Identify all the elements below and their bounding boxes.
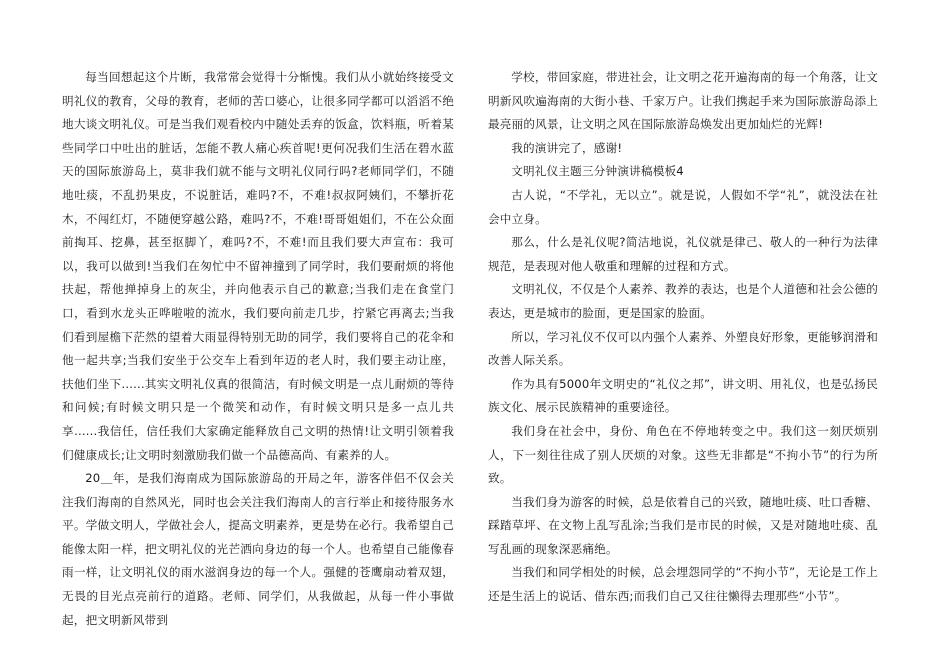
paragraph: 所以，学习礼仪不仅可以内强个人素养、外塑良好形象，更能够润滑和改善人际关系。 — [488, 329, 878, 368]
paragraph: 我们身在社会中，身份、角色在不停地转变之中。我们这一刻厌烦别人，下一刻往往成了别人厌烦的对象。这些无非都是“不拘小节”的行为所致。 — [488, 423, 878, 486]
paragraph: 20＿年，是我们海南成为国际旅游岛的开局之年，游客伴侣不仅会关注我们海南的自然风光，同时也会关注我们海南人的言行举止和接待服务水平。学做文明人，学做社会人，提高文明素养，更是势在必行。我希望自己能像太阳一样，把文明礼仪的光芒洒向身边的每一个人。也希望自己能像春雨一样，让文明礼仪的雨水滋润身边的每一个人。强健的苍鹰扇动着双翅，无畏的目光点亮前行的道路。老师、同学们，从我做起，从每一件小事做起，把文明新风带到 — [62, 471, 454, 627]
right-column — [488, 66, 878, 609]
paragraph: 每当回想起这个片断，我常常会觉得十分惭愧。我们从小就始终接受文明礼仪的教育，父母的教育，老师的苦口婆心，让很多同学都可以滔滔不绝地大谈文明礼仪。可是当我们观看校内中随处丢弃的饭盒，饮料瓶，听着某些同学口中吐出的脏话，怎能不教人痛心疾首呢!更何况我们生活在碧水蓝天的国际旅游岛上，莫非我们就不能与文明礼仪同行吗?老师同学们，不随地吐痰，不乱扔果皮，不说脏话，难吗?不，不难!叔叔阿姨们，不攀折花木，不闯红灯，不随便穿越公路，难吗?不，不难!哥哥姐姐们，不在公众面前掏耳、挖鼻，甚至抠脚丫，难吗?不，不难!而且我们要大声宣布：我可以，我可以做到!当我们在匆忙中不留神撞到了同学时，我们要耐烦的将他扶起，帮他掸掉身上的灰尘，并向他表示自己的歉意;当我们走在食堂门口，看到水龙头正哗啦啦的流水，我们要向前走几步，拧紧它再离去;当我们看到屋檐下茫然的望着大雨显得特别无助的同学，我们要将自己的花伞和他一起共享;当我们安坐于公交车上看到年迈的老人时，我们要主动让座，扶他们坐下......其实文明礼仪真的很简洁，有时候文明是一点儿耐烦的等待和问候;有时候文明只是一个微笑和动作，有时候文明只是多一点儿共享......我信任，信任我们大家确定能释放自己文明的热情!让文明引领着我们健康成长;让文明时刻激励我们做一个品德高尚、有素养的人。 — [62, 70, 454, 462]
paragraph: 当我们身为游客的时候，总是依着自己的兴致，随地吐痰、吐口香糖、踩踏草坪、在文物上乱写乱涂;当我们是市民的时候，又是对随地吐痰、乱写乱画的现象深恶痛绝。 — [488, 494, 878, 556]
section-heading: 文明礼仪主题三分钟演讲稿模板4 — [511, 164, 684, 179]
paragraph: 古人说，“不学礼，无以立”。就是说，人假如不学“礼”，就没法在社会中立身。 — [488, 187, 878, 226]
paragraph: 文明礼仪，不仅是个人素养、教养的表达，也是个人道德和社会公德的表达，更是城市的脸面，更是国家的脸面。 — [488, 282, 878, 320]
paragraph: 那么，什么是礼仪呢?简洁地说，礼仪就是律己、敬人的一种行为法律规范，是表现对他人敬重和理解的过程和方式。 — [488, 235, 878, 273]
paragraph: 我的演讲完了，感谢! — [511, 140, 623, 155]
paragraph: 作为具有5000年文明史的“礼仪之邦”，讲文明、用礼仪，也是弘扬民族文化、展示民族精神的重要途径。 — [488, 376, 878, 415]
paragraph: 学校，带回家庭，带进社会，让文明之花开遍海南的每一个角落，让文明新风吹遍海南的大街小巷、千家万户。让我们携起手来为国际旅游岛添上最亮丽的风景，让文明之风在国际旅游岛焕发出更加灿烂的光辉! — [488, 70, 878, 132]
left-column — [62, 66, 454, 632]
paragraph: 当我们和同学相处的时候，总会埋怨同学的“不拘小节”，无论是工作上还是生活上的说话、借东西;而我们自己又往往懒得去理那些“小节”。 — [488, 565, 878, 604]
